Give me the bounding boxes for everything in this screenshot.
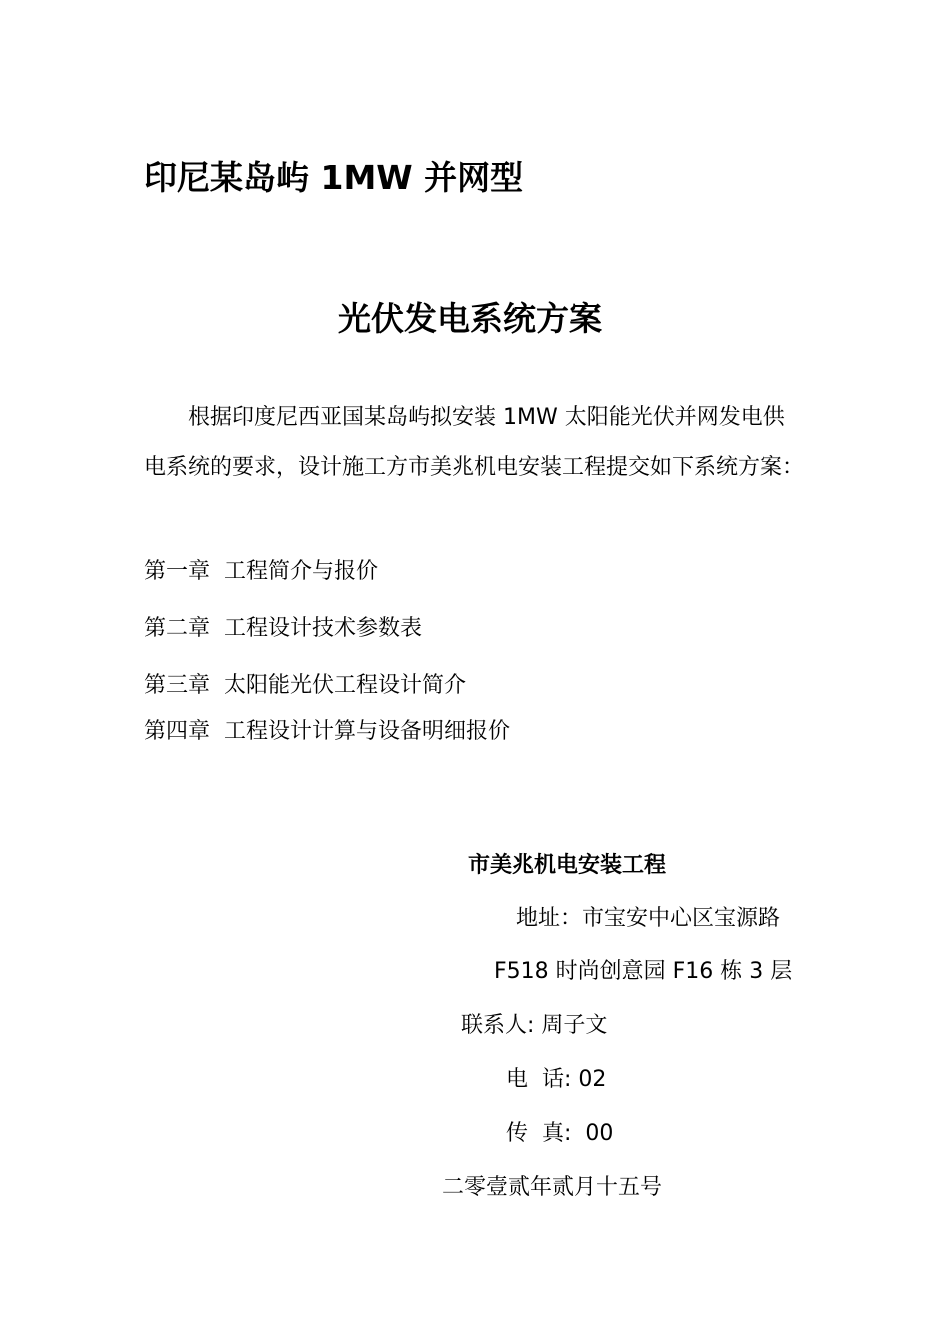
toc-chapter: 第二章 xyxy=(144,616,211,641)
document-date: 二零壹贰年贰月十五号 xyxy=(442,1175,663,1200)
toc-item-4 xyxy=(144,717,510,747)
toc-title: 工程设计计算与设备明细报价 xyxy=(224,719,511,744)
address-line-2: F518 时尚创意园 F16 栋 3 层 xyxy=(494,959,793,984)
title-line-1: 印尼某岛屿 1MW 并网型 xyxy=(144,158,524,197)
toc-title: 工程设计技术参数表 xyxy=(224,616,423,641)
toc-item-2 xyxy=(144,614,422,644)
intro-line-1: 根据印度尼西亚国某岛屿拟安装 1MW 太阳能光伏并网发电供 xyxy=(188,405,785,430)
toc-chapter: 第三章 xyxy=(144,673,211,698)
fax-number: 传 真: 00 xyxy=(506,1121,614,1146)
toc-item-3 xyxy=(144,671,466,701)
contact-person: 联系人: 周子文 xyxy=(461,1013,608,1038)
toc-item-1 xyxy=(144,557,378,587)
toc-chapter: 第一章 xyxy=(144,559,211,584)
intro-line-2: 电系统的要求，设计施工方市美兆机电安装工程提交如下系统方案： xyxy=(144,455,805,480)
toc-title: 工程简介与报价 xyxy=(224,559,379,584)
company-name: 市美兆机电安装工程 xyxy=(468,853,667,878)
toc-title: 太阳能光伏工程设计简介 xyxy=(224,673,467,698)
phone-number: 电 话: 02 xyxy=(506,1067,607,1092)
address-line-1: 地址：市宝安中心区宝源路 xyxy=(516,906,781,931)
title-line-2: 光伏发电系统方案 xyxy=(338,299,602,338)
toc-chapter: 第四章 xyxy=(144,719,211,744)
